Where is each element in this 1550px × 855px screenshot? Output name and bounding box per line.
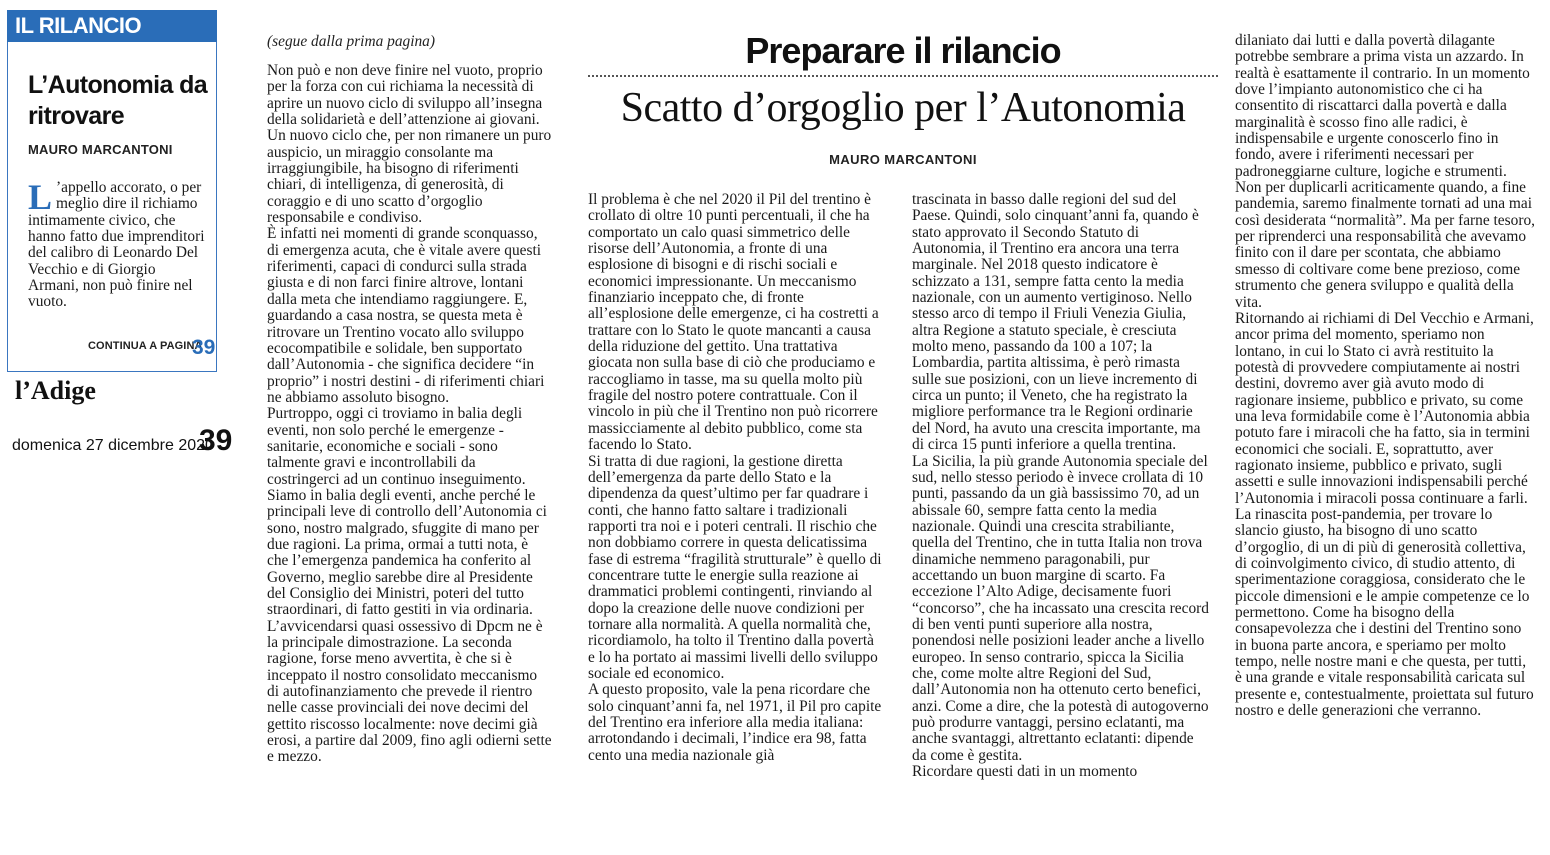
sidebar-abstract xyxy=(28,177,208,311)
newspaper-logo: l’Adige xyxy=(15,376,96,405)
continua-page-link[interactable]: 39 xyxy=(192,336,216,359)
continuation-note: (segue dalla prima pagina) xyxy=(267,33,435,50)
paragraph: Ricordare questi dati in un momento xyxy=(912,763,1138,781)
paragraph: È infatti nei momenti di grande sconquasso, di emergenza acuta, che è vitale avere questi riferimenti, capaci di condurci sulla strada giusta e di non farci finire altrove, lontani dalla meta che intendiamo raggiungere. E, guardando a casa nostra, se questa meta è ritrovare un Trentino vocato allo sviluppo ecocompatibile e solidale, ben supportato dall’Autonomia - che significa decidere “in proprio” i nostri destini - di riferimenti chiari ne abbiamo assoluto bisogno. xyxy=(267,225,545,406)
dotted-divider xyxy=(588,75,1218,77)
page-number: 39 xyxy=(199,424,233,457)
paragraph: Non può e non deve finire nel vuoto, proprio per la forza con cui richiama la necessità di aprire un nuovo ciclo di sviluppo all’insegna della solidarietà e dell’attenzione ai giovani. Un nuovo ciclo che, per non rimanere un puro auspicio, un miraggio consolante ma irraggiungibile, ha bisogno di riferimenti chiari, di intelligenza, di generosità, di coraggio e di uno scatto d’orgoglio responsabile e condiviso. xyxy=(267,63,552,227)
article-headline: Scatto d’orgoglio per l’Autonomia xyxy=(620,85,1186,131)
sidebar-abstract-text: ’appello accorato, o per meglio dire il richiamo intimamente civico, che hanno fatto due imprenditori del calibro di Leonardo Del Vecchio e di Giorgio Armani, non può finire nel vuoto. xyxy=(28,179,205,311)
drop-cap: L xyxy=(28,177,53,217)
article-column-1 xyxy=(267,63,552,843)
article-kicker: Preparare il rilancio xyxy=(745,30,1061,71)
paragraph: La Sicilia, la più grande Autonomia speciale del sud, nello stesso periodo è invece crollata di 10 punti, passando da un già bassissimo 70, ad un abissale 60, sempre fatta cento la media nazionale. Quindi una crescita strabiliante, quella del Trentino, che in tutta Italia non trova dinamiche nemmeno paragonabili, pur accettando un buon margine di scarto. Fa eccezione l’Alto Adige, decisamente fuori “concorso”, che ha incassato una crescita record di ben venti punti superiore alla nostra, ponendosi nelle posizioni leader anche a livello europeo. In senso contrario, spicca la Sicilia che, come molte altre Regioni del Sud, dall’Autonomia non ha ottenuto certo benefici, anzi. Come a dire, che la potestà di autogoverno può produrre vantaggi, persino eclatanti, ma anche svantaggi, altrettanto eclatanti: dipende da come è gestita. xyxy=(912,452,1209,764)
article-column-3 xyxy=(912,192,1210,844)
sidebar-author: MAURO MARCANTONI xyxy=(28,142,173,157)
paragraph: dilaniato dai lutti e dalla povertà dilagante potrebbe sembrare a prima vista un azzardo. In realtà è esattamente il contrario. In un momento dove l’impianto autonomistico che ci ha consentito di riscattarci dalla povertà e dalla marginalità è scosso fino alle radici, è indispensabile e urgente conoscerlo fino in fondo, avere i riferimenti necessari per padroneggiarne culture, logiche e strumenti. xyxy=(1235,33,1530,180)
article-column-2 xyxy=(588,192,884,844)
issue-date: domenica 27 dicembre 2020 xyxy=(12,437,214,454)
section-tag: IL RILANCIO xyxy=(7,10,217,42)
article-column-4 xyxy=(1235,33,1535,845)
continua-label[interactable]: CONTINUA A PAGINA xyxy=(88,340,203,352)
paragraph: trascinata in basso dalle regioni del sud del Paese. Quindi, solo cinquant’anni fa, quando è stato approvato il Secondo Statuto di Autonomia, il Trentino era ancora una terra marginale. Nel 2018 questo indicatore è schizzato a 131, sempre fatta cento la media nazionale, con un aumento vertiginoso. Nello stesso arco di tempo il Friuli Venezia Giulia, altra Regione a statuto speciale, è cresciuta molto meno, passando da 100 a 107; la Lombardia, partita altissima, è però rimasta sulle sue posizioni, con un lieve incremento di circa un punto; il Veneto, che ha registrato la migliore performance tra le Regioni ordinarie del Nord, ha avuto una crescita importante, ma di circa 15 punti inferiore a quella trentina. xyxy=(912,192,1201,454)
paragraph: La rinascita post-pandemia, per trovare lo slancio giusto, ha bisogno di uno scatto d’orgoglio, di un di più di generosità collettiva, di coinvolgimento civico, di studio attento, di sperimentazione coraggiosa, considerato che le piccole dimensioni e le ampie competenze ce lo permettono. Come ha bisogno della consapevolezza che i destini del Trentino sono in buona parte ancora, e speriamo per molto tempo, nelle nostre mani e che questa, per tutti, è una grande e vitale responsabilità caricata sul presente e, contestualmente, proiettata sul futuro nostro e delle generazioni che verranno. xyxy=(1235,505,1534,720)
paragraph: Il problema è che nel 2020 il Pil del trentino è crollato di oltre 10 punti percentuali, il che ha comportato un calo quasi simmetrico delle risorse dell’Autonomia, a fronte di una esplosione di bisogni e di rischi sociali e economici impressionante. Un meccanismo finanziario inceppato che, di fronte all’esplosione delle emergenze, ci ha costretti a trattare con lo Stato le quote mancanti a causa della riduzione del gettito. Una trattativa giocata non sulla base di ciò che produciamo e raccogliamo in tasse, ma su quella molto più fragile del nostro potere contrattuale. Con il vincolo in più che il Trentino non può ricorrere massicciamente al debito pubblico, come sta facendo lo Stato. xyxy=(588,192,879,454)
article-byline: MAURO MARCANTONI xyxy=(829,152,977,167)
paragraph: Ritornando ai richiami di Del Vecchio e Armani, ancor prima del momento, speriamo non lontano, in cui lo Stato ci avrà restituito la potestà di provvedere compiutamente ai nostri destini, dovremo aver già avuto modo di ragionare insieme, pubblico e privato, su come una leva formidabile come è l’Autonomia abbia potuto fare i miracoli che ha fatto, sia in termini economici che sociali. E, soprattutto, aver ragionato insieme, pubblico e privato, sugli assetti e sulle innovazioni indispensabili perché l’Autonomia i miracoli possa continuare a farli. xyxy=(1235,309,1534,507)
paragraph: Si tratta di due ragioni, la gestione diretta dell’emergenza da parte dello Stato e la dipendenza da quest’ultimo per far quadrare i conti, che hanno fatto saltare i tradizionali rapporti tra noi e i poteri centrali. Il rischio che non dobbiamo correre in questa delicatissima fase di estrema “fragilità strutturale” è quello di concentrare tutte le energie sulla reazione ai drammatici problemi contingenti, rinviando al dopo la creazione delle nuove condizioni per tornare alla normalità. A quella normalità che, ricordiamolo, ha tolto il Trentino dalla povertà e lo ha portato ai massimi livelli dello sviluppo sociale ed economico. xyxy=(588,452,882,682)
paragraph: A questo proposito, vale la pena ricordare che solo cinquant’anni fa, nel 1971, il Pil pro capite del Trentino era inferiore alla media italiana: arrotondando i decimali, l’indice era 98, fatta cento una media nazionale già xyxy=(588,681,882,764)
paragraph: Purtroppo, oggi ci troviamo in balia degli eventi, non solo perché le emergenze - sanitarie, economiche e sociali - sono talmente gravi e incontrollabili da costringerci ad un continuo inseguimento. Siamo in balia degli eventi, anche perché le principali leve di controllo dell’Autonomia ci sono, nostro malgrado, sfuggite di mano per due ragioni. La prima, ormai a tutti nota, è che l’emergenza pandemica ha conferito al Governo, meglio sarebbe dire al Presidente del Consiglio dei Ministri, poteri del tutto straordinari, di fatto gestiti in via ordinaria. L’avvicendarsi quasi ossessivo di Dpcm ne è la principale dimostrazione. La seconda ragione, forse meno avvertita, è che si è inceppato il nostro consolidato meccanismo di autofinanziamento che prevede il rientro nelle casse provinciali dei nove decimi del gettito riscosso localmente: nove decimi già erosi, a partire dal 2009, fino agli odierni sette e mezzo. xyxy=(267,405,552,766)
paragraph: Non per duplicarli acriticamente quando, a fine pandemia, saremo finalmente tornati ad una mai così desiderata “normalità”. Ma per farne tesoro, per riprenderci una responsabilità che avevamo finito con il dare per scontata, che abbiamo smesso di coltivare come bene prezioso, come strumento che genera sviluppo e qualità della vita. xyxy=(1235,179,1535,311)
sidebar-title[interactable]: L’Autonomia da ritrovare xyxy=(28,71,208,130)
